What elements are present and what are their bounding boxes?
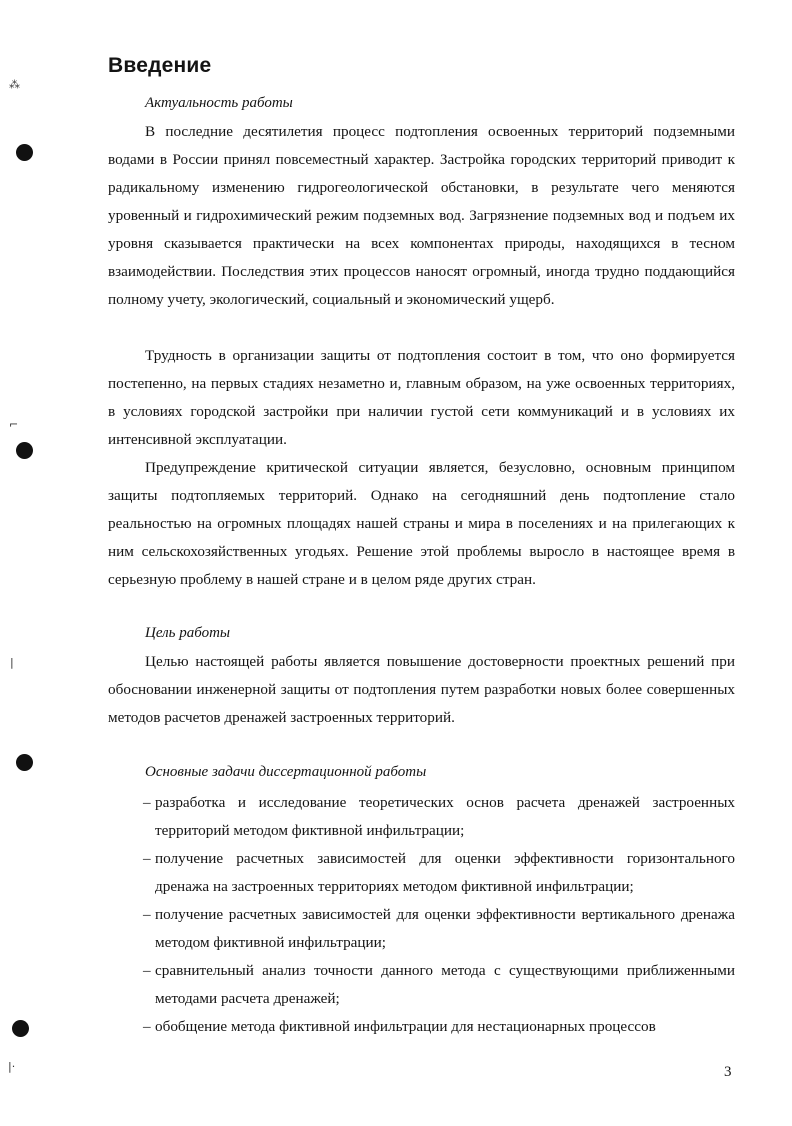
task-text: получение расчетных зависимостей для оценки эффективности горизонтального дренажа на застроенных территориях методом фиктивной инфильтрации; (155, 850, 735, 895)
relevance-subheading: Актуальность работы (145, 95, 293, 111)
task-text: обобщение метода фиктивной инфильтрации для нестационарных процессов (155, 1018, 656, 1035)
page-number: 3 (724, 1064, 732, 1080)
dash-marker: – (143, 962, 151, 979)
relevance-paragraph-1: В последние десятилетия процесс подтопления освоенных территорий подземными водами в России принял повсеместный характер. Застройка городских территорий приводит к радикальному изменению гидрогеологической обстановки, в результате чего меняются уровенный и гидрохимический режим подземных вод. Загрязнение подземных вод и подъем их уровня сказывается практически на всех компонентах природы, находящихся в тесном взаимодействии. Последствия этих процессов наносят огромный, иногда трудно поддающийся полному учету, экологический, социальный и экономический ущерб. (108, 123, 735, 308)
task-text: получение расчетных зависимостей для оценки эффективности вертикального дренажа методом фиктивной инфильтрации; (155, 906, 735, 951)
scan-speck-1: ⁂ (9, 78, 20, 91)
punch-hole-1 (16, 144, 33, 161)
relevance-paragraph-3: Предупреждение критической ситуации является, безусловно, основным принципом защиты подтопляемых территорий. Однако на сегодняшний день подтопление стало реальностью на огромных площадях нашей страны и мира в поселениях и на прилегающих к ним сельскохозяйственных угодьях. Решение этой проблемы выросло в настоящее время в серьезную проблему в нашей стране и в целом ряде других стран. (108, 459, 735, 588)
relevance-paragraph-2: Трудность в организации защиты от подтопления состоит в том, что оно формируется постепенно, на первых стадиях незаметно и, главным образом, на уже освоенных территориях, в условиях городской застройки при наличии густой сети коммуникаций и в условиях их интенсивной эксплуатации. (108, 347, 735, 448)
tasks-list (143, 789, 735, 1041)
task-text: разработка и исследование теоретических основ расчета дренажей застроенных территорий методом фиктивной инфильтрации; (155, 794, 735, 839)
dash-marker: – (143, 850, 151, 867)
goal-paragraph: Целью настоящей работы является повышение достоверности проектных решений при обосновании инженерной защиты от подтопления путем разработки новых более совершенных методов расчетов дренажей застроенных территорий. (108, 653, 735, 726)
list-item (143, 845, 735, 901)
punch-hole-2 (16, 442, 33, 459)
dash-marker: – (143, 1018, 151, 1035)
list-item (143, 789, 735, 845)
list-item (143, 1013, 735, 1041)
task-text: сравнительный анализ точности данного метода с существующими приближенными методами расчета дренажей; (155, 962, 735, 1007)
dash-marker: – (143, 794, 151, 811)
scan-speck-2: ⌐ (9, 418, 19, 431)
list-item (143, 957, 735, 1013)
scan-speck-3: | (10, 656, 14, 669)
dash-marker: – (143, 906, 151, 923)
page-title: Введение (108, 54, 212, 77)
list-item (143, 901, 735, 957)
punch-hole-4 (12, 1020, 29, 1037)
tasks-subheading: Основные задачи диссертационной работы (145, 764, 427, 780)
goal-subheading: Цель работы (145, 625, 231, 641)
punch-hole-3 (16, 754, 33, 771)
scan-speck-4: |· (8, 1060, 16, 1073)
